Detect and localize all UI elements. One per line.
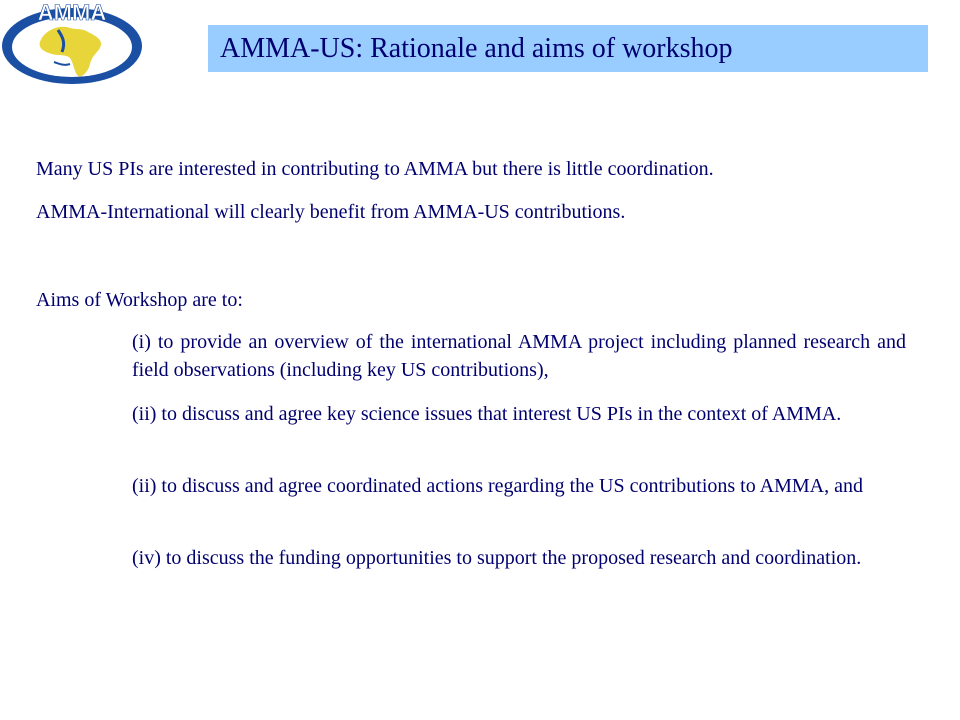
intro-paragraph-2: AMMA-International will clearly benefit from AMMA-US contributions. [36,201,626,223]
aim-item-2: (ii) to discuss and agree key science issues that interest US PIs in the context of AMMA. [132,403,842,425]
page-title: AMMA-US: Rationale and aims of workshop [220,32,733,64]
aim-item-1: (i) to provide an overview of the international AMMA project including planned research and field observations (including key US contributions), [132,331,906,381]
aim-item-4: (iv) to discuss the funding opportunities to support the proposed research and coordination. [132,547,862,569]
intro-paragraph-1: Many US PIs are interested in contributing to AMMA but there is little coordination. [36,158,714,180]
aims-heading: Aims of Workshop are to: [36,289,243,311]
amma-logo [0,0,148,88]
amma-logo-icon [0,0,148,88]
svg-text:AMMA: AMMA [37,0,107,25]
aim-item-3: (ii) to discuss and agree coordinated actions regarding the US contributions to AMMA, and [132,475,863,497]
title-bar [208,25,928,72]
